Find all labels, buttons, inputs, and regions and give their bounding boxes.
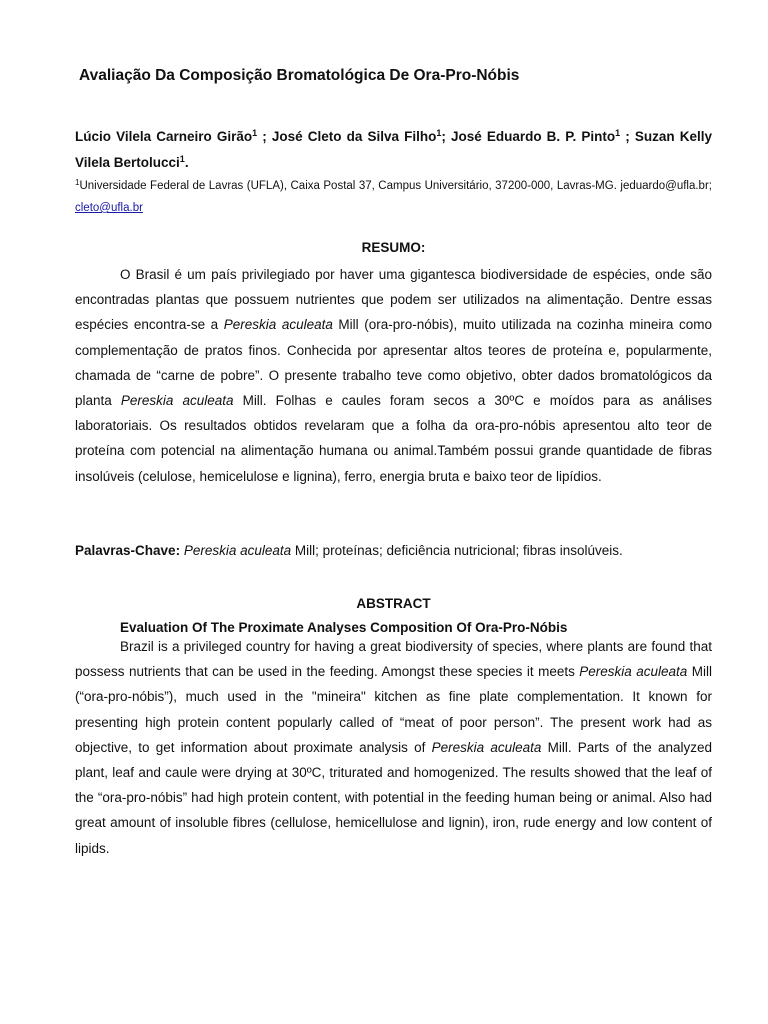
keywords-label: Palavras-Chave: [75, 543, 181, 558]
species-name: Pereskia aculeata [120, 393, 234, 409]
author-affiliation-mark: 1 [615, 128, 621, 138]
abstract-paragraph [75, 634, 712, 861]
author-name: Suzan Kelly Vilela Bertolucci [75, 129, 713, 170]
affiliation-mark: 1 [75, 178, 80, 187]
email-link[interactable]: jeduardo@ufla.br [620, 180, 709, 192]
author-list [75, 124, 712, 176]
abstract-text: Mill. Parts of the analyzed plant, leaf and caule were drying at 30ºC, triturated and homogenized. The results showed that the leaf of the “ora-pro-nóbis” had high protein content, with potential in the feeding human being or animal. Also had great amount of insoluble fibres (cellulose, hemicellulose and lignin), iron, rude energy and low content of lipids. [75, 739, 712, 856]
species-name: Pereskia aculeata [223, 317, 333, 333]
abstract-heading: ABSTRACT [356, 596, 431, 611]
author-name: José Eduardo B. P. Pinto [450, 129, 616, 144]
resumo-heading: RESUMO: [361, 240, 426, 255]
affiliation [75, 175, 712, 219]
author-affiliation-mark: 1 [252, 128, 258, 138]
abstract-subtitle: Evaluation Of The Proximate Analyses Composition Of Ora-Pro-Nóbis [120, 620, 568, 635]
resumo-text: Mill. Folhas e caules foram secos a 30ºC e moídos para as análises laboratoriais. Os resultados obtidos revelaram que a folha da ora-pro-nóbis apresentou alto teor de proteína com potencial na alimentação humana ou animal.Também possui grande quantidade de fibras insolúveis (celulose, hemicelulose e lignina), ferro, energia bruta e baixo teor de lipídios. [75, 393, 712, 484]
keywords [75, 538, 712, 563]
affiliation-text: Universidade Federal de Lavras (UFLA), Caixa Postal 37, Campus Universitário, 37200-000, Lavras-MG. [79, 180, 617, 192]
keywords-text: Mill; proteínas; deficiência nutricional; fibras insolúveis. [291, 543, 623, 558]
author-name: José Cleto da Silva Filho [271, 129, 437, 144]
paper-title: Avaliação Da Composição Bromatológica De Ora-Pro-Nóbis [79, 67, 520, 84]
resumo-text: O Brasil é um país privilegiado por haver uma gigantesca biodiversidade de espécies, onde são encontradas plantas que possuem nutrientes que podem ser utilizados na alimentação. Dentre essas espécies encontra-se a [75, 267, 712, 333]
author-name: Lúcio Vilela Carneiro Girão [75, 129, 253, 144]
email-link[interactable]: cleto@ufla.br [75, 202, 143, 214]
resumo-paragraph [75, 262, 712, 489]
author-separator: . [184, 155, 189, 170]
resumo-text: Mill (ora-pro-nóbis), muito utilizada na cozinha mineira como complementação de pratos finos. Conhecida por apresentar altos teores de proteína e, popularmente, chamada de “carne de pobre”. O presente trabalho teve como objetivo, obter dados bromatológicos da planta [75, 317, 712, 409]
abstract-text: Brazil is a privileged country for having a great biodiversity of species, where plants are found that possess nutrients that can be used in the feeding. Amongst these species it meets [75, 639, 712, 680]
abstract-text: Mill (“ora-pro-nóbis”), much used in the "mineira" kitchen as fine plate complementation. It known for presenting high protein content popularly called of “meat of poor person”. The present work had as objective, to get information about proximate analysis of [75, 664, 712, 755]
author-affiliation-mark: 1 [436, 128, 442, 138]
author-separator: ; [257, 129, 272, 144]
author-separator: ; [620, 129, 635, 144]
author-separator: ; [441, 129, 451, 144]
author-affiliation-mark: 1 [179, 154, 185, 164]
species-name: Pereskia aculeata [183, 543, 292, 558]
email-separator: ; [708, 180, 712, 192]
species-name: Pereskia aculeata [579, 664, 688, 680]
species-name: Pereskia aculeata [431, 739, 542, 755]
